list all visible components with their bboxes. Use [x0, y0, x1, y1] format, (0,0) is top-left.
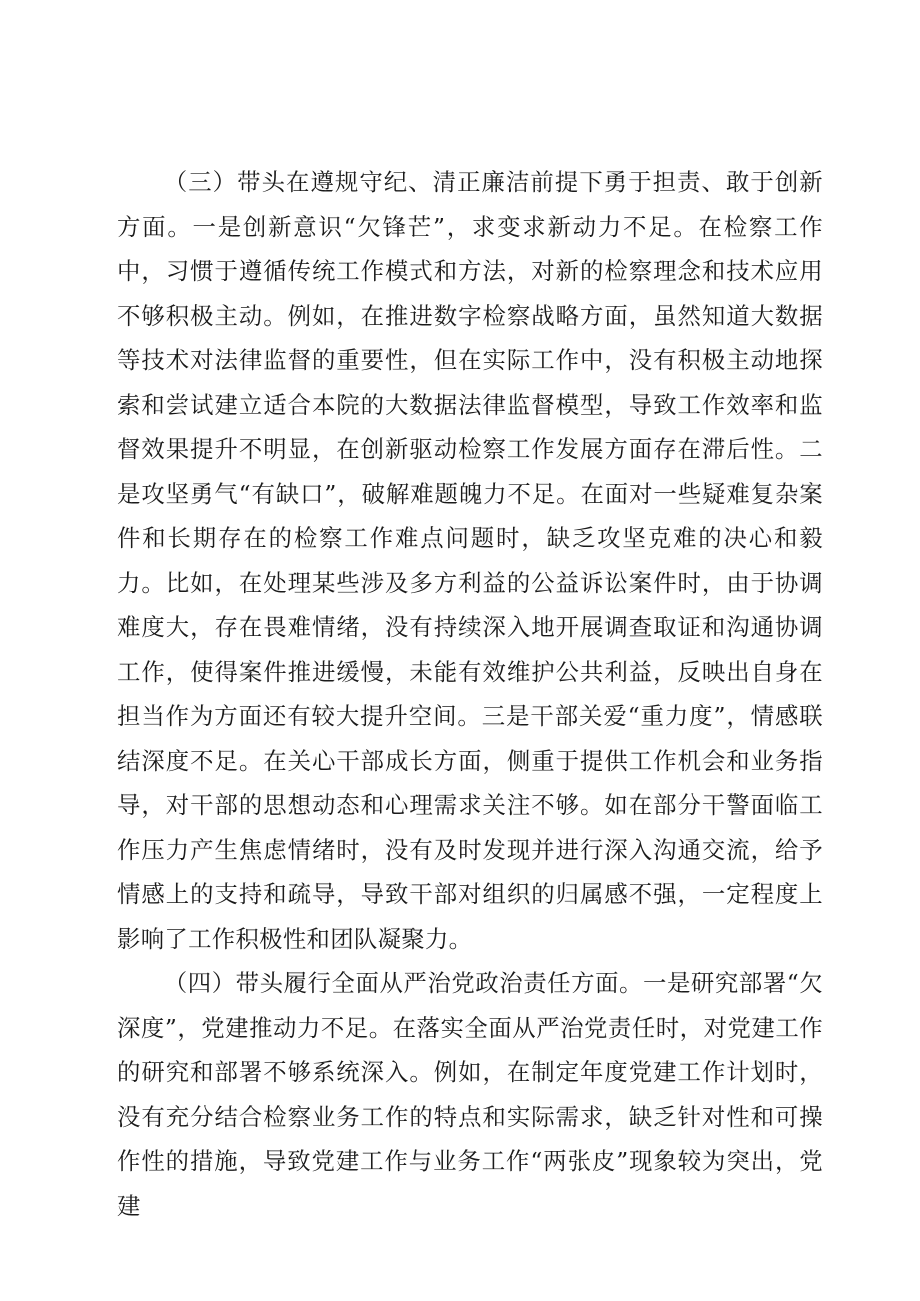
paragraph-section-three: （三）带头在遵规守纪、清正廉洁前提下勇于担责、敢于创新方面。一是创新意识“欠锋芒”，求变求新动力不足。在检察工作中，习惯于遵循传统工作模式和方法，对新的检察理念和技术应用不够积极主动。例如，在推进数字检察战略方面，虽然知道大数据等技术对法律监督的重要性，但在实际工作中，没有积极主动地探索和尝试建立适合本院的大数据法律监督模型，导致工作效率和监督效果提升不明显，在创新驱动检察工作发展方面存在滞后性。二是攻坚勇气“有缺口”，破解难题魄力不足。在面对一些疑难复杂案件和长期存在的检察工作难点问题时，缺乏攻坚克难的决心和毅力。比如，在处理某些涉及多方利益的公益诉讼案件时，由于协调难度大，存在畏难情绪，没有持续深入地开展调查取证和沟通协调工作，使得案件推进缓慢，未能有效维护公共利益，反映出自身在担当作为方面还有较大提升空间。三是干部关爱“重力度”，情感联结深度不足。在关心干部成长方面，侧重于提供工作机会和业务指导，对干部的思想动态和心理需求关注不够。如在部分干警面临工作压力产生焦虑情绪时，没有及时发现并进行深入沟通交流，给予情感上的支持和疏导，导致干部对组织的归属感不强，一定程度上影响了工作积极性和团队凝聚力。 [117, 168, 823, 953]
paragraph-section-four: （四）带头履行全面从严治党政治责任方面。一是研究部署“欠深度”，党建推动力不足。在落实全面从严治党责任时，对党建工作的研究和部署不够系统深入。例如，在制定年度党建工作计划时，没有充分结合检察业务工作的特点和实际需求，缺乏针对性和可操作性的措施，导致党建工作与业务工作“两张皮”现象较为突出，党建 [117, 969, 823, 1220]
document-body [117, 160, 823, 1228]
